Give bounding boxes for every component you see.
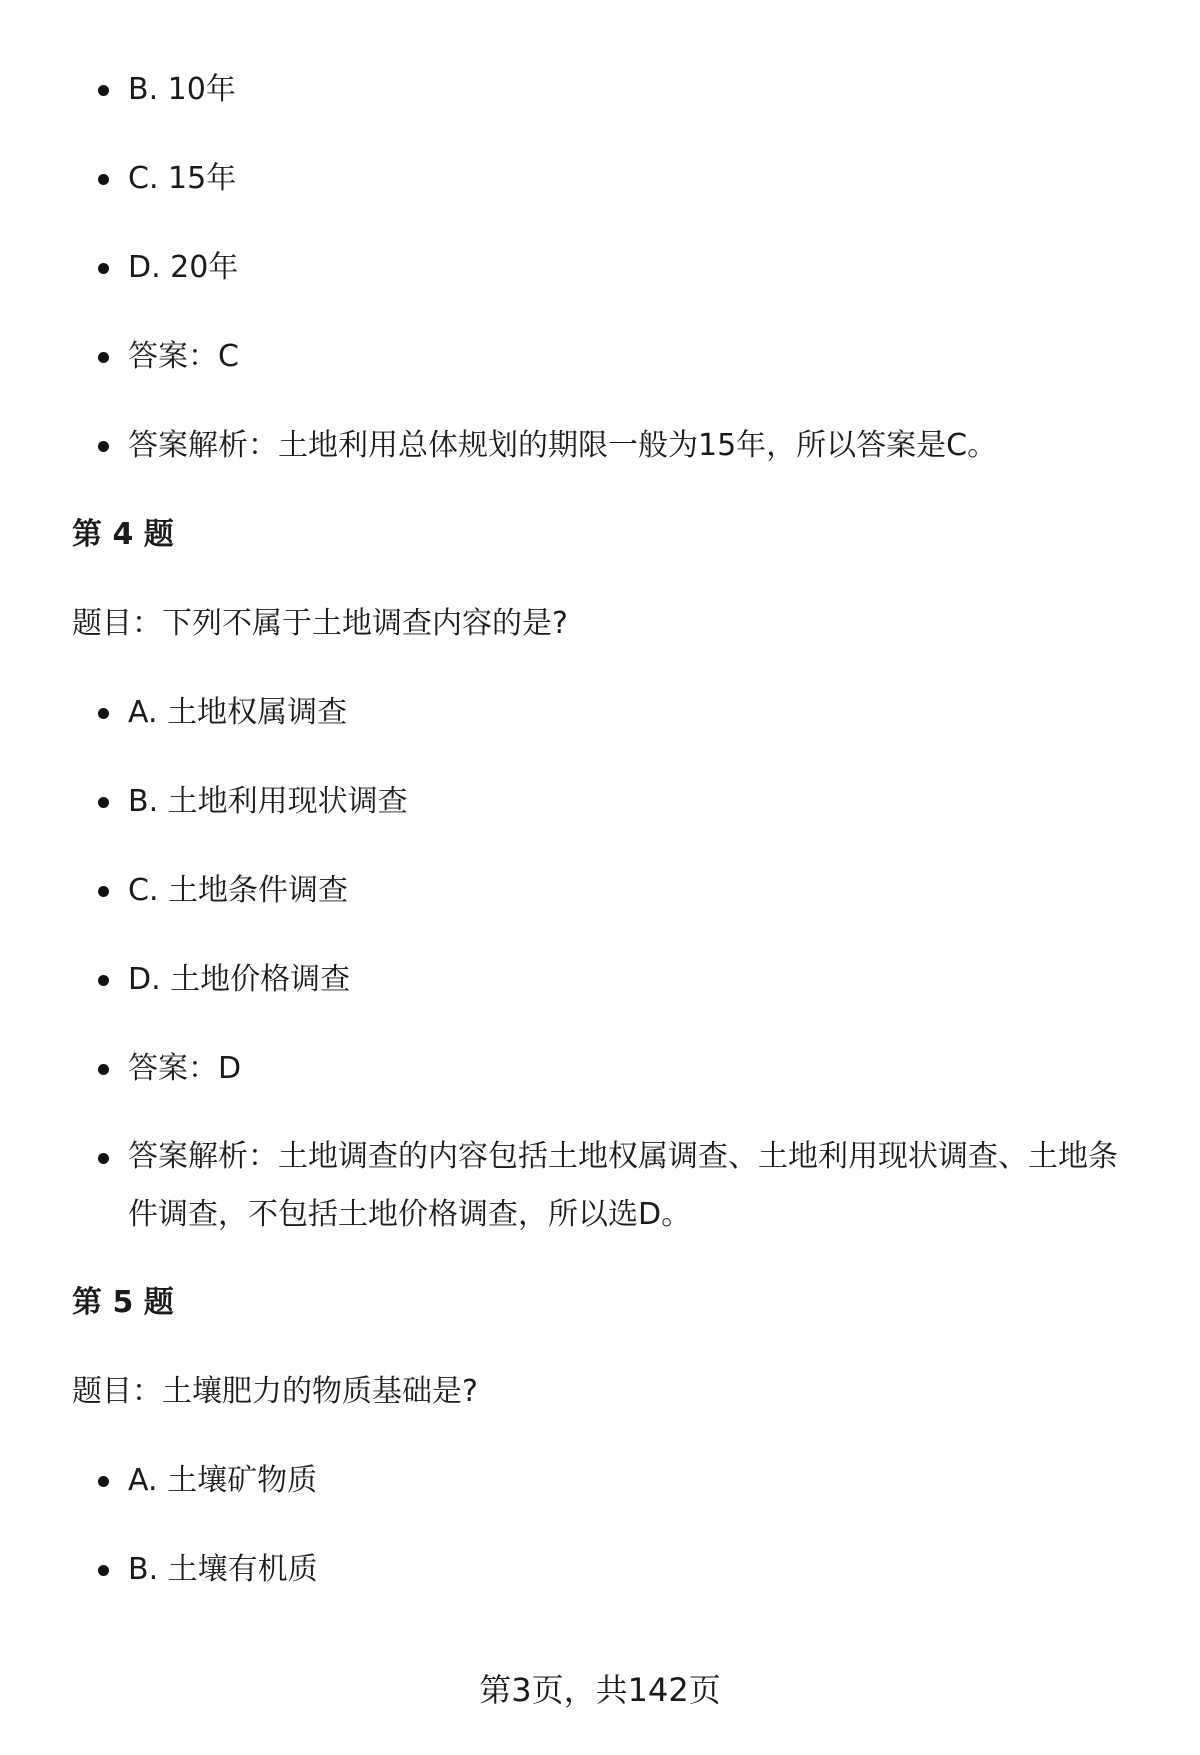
bullet-icon <box>98 352 109 363</box>
option-text: A. 土地权属调查 <box>128 695 348 730</box>
answer-text: 答案：C <box>128 339 239 374</box>
bullet-icon <box>98 85 109 96</box>
list-item <box>72 1039 1142 1099</box>
list-item <box>72 327 1142 387</box>
list-item <box>72 772 1142 832</box>
bullet-icon <box>98 263 109 274</box>
bullet-icon <box>98 708 109 719</box>
option-text: B. 土地利用现状调查 <box>128 784 408 819</box>
list-item <box>72 1451 1142 1511</box>
list-item <box>72 238 1142 298</box>
page-number: 第3页，共142页 <box>479 1671 721 1709</box>
q4-option-list <box>72 683 1142 1244</box>
list-item <box>72 1540 1142 1600</box>
list-item <box>72 683 1142 743</box>
option-text: B. 土壤有机质 <box>128 1552 318 1587</box>
explanation-text: 答案解析：土地调查的内容包括土地权属调查、土地利用现状调查、土地条件调查，不包括土地价格调查，所以选D。 <box>128 1139 1118 1232</box>
list-item <box>72 950 1142 1010</box>
question-text: 题目：土壤肥力的物质基础是? <box>72 1374 478 1409</box>
list-item <box>72 416 1142 476</box>
list-item <box>72 1128 1142 1244</box>
bullet-icon <box>98 1565 109 1576</box>
q3-option-list <box>72 60 1142 476</box>
bullet-icon <box>98 797 109 808</box>
bullet-icon <box>98 174 109 185</box>
list-item <box>72 861 1142 921</box>
option-text: B. 10年 <box>128 72 236 107</box>
bullet-icon <box>98 975 109 986</box>
bullet-icon <box>98 1064 109 1075</box>
bullet-icon <box>98 441 109 452</box>
option-text: C. 15年 <box>128 161 237 196</box>
bullet-icon <box>98 1153 109 1164</box>
page-content <box>72 60 1142 1629</box>
question-title: 第 4 题 <box>72 517 174 552</box>
bullet-icon <box>98 886 109 897</box>
q5-option-list <box>72 1451 1142 1600</box>
question-title: 第 5 题 <box>72 1285 174 1320</box>
question-text: 题目：下列不属于土地调查内容的是? <box>72 606 568 641</box>
option-text: C. 土地条件调查 <box>128 873 349 908</box>
explanation-text: 答案解析：土地利用总体规划的期限一般为15年，所以答案是C。 <box>128 428 998 463</box>
list-item <box>72 60 1142 120</box>
bullet-icon <box>98 1476 109 1487</box>
list-item <box>72 149 1142 209</box>
option-text: D. 土地价格调查 <box>128 962 351 997</box>
option-text: A. 土壤矿物质 <box>128 1463 318 1498</box>
answer-text: 答案：D <box>128 1051 242 1086</box>
option-text: D. 20年 <box>128 250 239 285</box>
